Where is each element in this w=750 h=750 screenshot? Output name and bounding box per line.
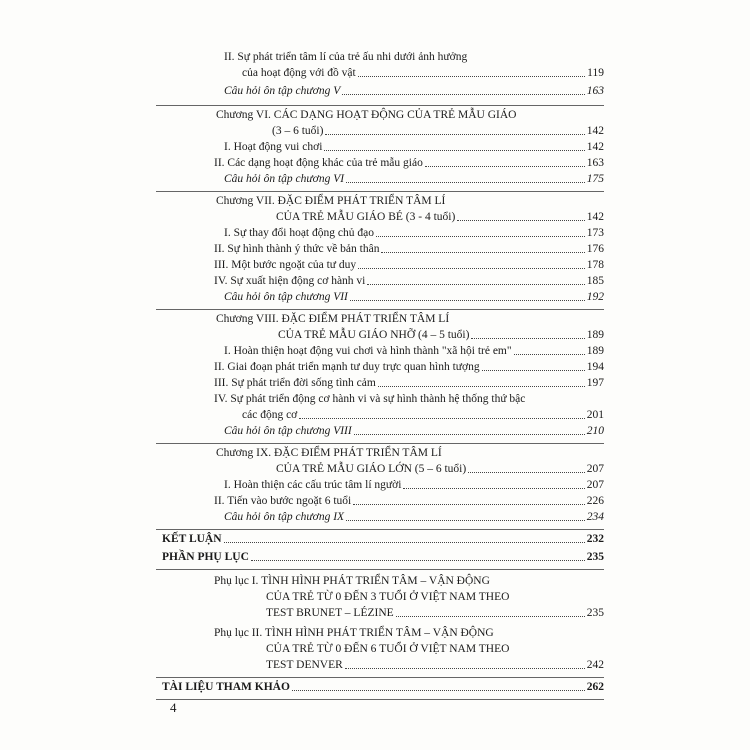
- toc-page-number: 119: [587, 67, 604, 79]
- toc-entry-text: I. Hoạt động vui chơi: [224, 141, 323, 153]
- divider: [156, 443, 604, 444]
- divider: [156, 191, 604, 192]
- toc-entry-text: I. Hoàn thiện hoạt động vui chơi và hình thành "xã hội trẻ em": [224, 345, 512, 357]
- toc-entry-text: Câu hỏi ôn tập chương VII: [224, 291, 348, 303]
- toc-page-number: 235: [586, 551, 604, 563]
- toc-entry: [276, 210, 604, 224]
- toc-page-number: 201: [586, 409, 604, 421]
- toc-page-number: 142: [586, 125, 604, 137]
- toc-entry: [224, 172, 604, 186]
- toc-entry: [224, 84, 604, 98]
- toc-entry-text: TEST BRUNET – LÉZINE: [266, 607, 394, 619]
- toc-page-number: 163: [586, 85, 604, 97]
- toc-entry-text: CỦA TRẺ TỪ 0 ĐẾN 3 TUỔI Ở VIỆT NAM THEO: [266, 591, 510, 603]
- toc-page-number: 192: [586, 291, 604, 303]
- toc-entry-text: PHẦN PHỤ LỤC: [162, 551, 249, 563]
- toc-entry-text: CỦA TRẺ MẪU GIÁO NHỠ (4 – 5 tuổi): [278, 329, 470, 341]
- divider: [156, 529, 604, 530]
- toc-entry: [276, 462, 604, 476]
- toc-chapter-title: Chương VI. CÁC DẠNG HOẠT ĐỘNG CỦA TRẺ MẪU GIÁO: [216, 109, 517, 121]
- toc-entry: [162, 680, 604, 694]
- toc-entry-text: Câu hỏi ôn tập chương VI: [224, 173, 345, 185]
- page-number: 4: [170, 700, 177, 715]
- toc-entry: [266, 606, 604, 620]
- toc-entry-text: (3 – 6 tuổi): [272, 125, 324, 137]
- toc-entry-text: II. Sự hình thành ý thức về bản thân: [214, 243, 380, 255]
- toc-entry-text: III. Một bước ngoặt của tư duy: [214, 259, 357, 271]
- toc-entry-text: II. Các dạng hoạt động khác của trẻ mẫu giáo: [214, 157, 423, 169]
- toc-page-number: 242: [586, 659, 604, 671]
- toc-entry-text: Câu hỏi ôn tập chương VIII: [224, 425, 352, 437]
- toc-entry: [224, 424, 604, 438]
- toc-entry: [214, 360, 604, 374]
- divider: [156, 569, 604, 570]
- toc-entry-text: I. Hoàn thiện các cấu trúc tâm lí người: [224, 479, 402, 491]
- toc-entry: [224, 478, 604, 492]
- toc-entry: [266, 658, 604, 672]
- toc-page-number: 185: [586, 275, 604, 287]
- toc-chapter-title: Chương VIII. ĐẶC ĐIỂM PHÁT TRIỂN TÂM LÍ: [216, 313, 450, 325]
- toc-entry: [242, 66, 604, 80]
- toc-chapter-title: Chương VII. ĐẶC ĐIỂM PHÁT TRIỂN TÂM LÍ: [216, 195, 446, 207]
- toc-entry: [224, 510, 604, 524]
- toc-chapter-title: Chương IX. ĐẶC ĐIỂM PHÁT TRIỂN TÂM LÍ: [216, 447, 442, 459]
- toc-entry-text: TEST DENVER: [266, 659, 343, 671]
- toc-page-number: 163: [586, 157, 604, 169]
- toc-entry-text: II. Sự phát triển tâm lí của trẻ ấu nhi dưới ảnh hưởng: [224, 51, 468, 63]
- toc-page-number: 207: [586, 479, 604, 491]
- toc-entry-text: Câu hỏi ôn tập chương V: [224, 85, 341, 97]
- toc-entry: [272, 124, 604, 138]
- toc-entry-text: CỦA TRẺ TỪ 0 ĐẾN 6 TUỔI Ở VIỆT NAM THEO: [266, 643, 510, 655]
- toc-entry: [214, 274, 604, 288]
- toc-entry-text: của hoạt động với đồ vật: [242, 67, 356, 79]
- toc-page-number: 262: [586, 681, 604, 693]
- toc-entry: [214, 258, 604, 272]
- toc-entry-text: TÀI LIỆU THAM KHẢO: [162, 681, 290, 693]
- toc-entry: [214, 376, 604, 390]
- toc-page-number: 226: [586, 495, 604, 507]
- toc-entry: [242, 408, 604, 422]
- toc-entry: [224, 140, 604, 154]
- toc-entry: [224, 290, 604, 304]
- toc-entry-text: các động cơ: [242, 409, 298, 421]
- toc-entry-text: Câu hỏi ôn tập chương IX: [224, 511, 345, 523]
- toc-page-number: 207: [586, 463, 604, 475]
- toc-entry: [162, 532, 604, 546]
- toc-entry-text: CỦA TRẺ MẪU GIÁO LỚN (5 – 6 tuổi): [276, 463, 467, 475]
- toc-entry-text: IV. Sự xuất hiện động cơ hành vi: [214, 275, 366, 287]
- toc-entry-text: III. Sự phát triển đời sống tình cảm: [214, 377, 376, 389]
- toc-page-number: 194: [586, 361, 604, 373]
- toc-entry: [214, 242, 604, 256]
- divider: [156, 309, 604, 310]
- toc-entry: [162, 550, 604, 564]
- toc-entry: [224, 226, 604, 240]
- toc-entry: [214, 494, 604, 508]
- toc-page-number: 142: [586, 211, 604, 223]
- toc-page-number: 173: [586, 227, 604, 239]
- toc-page-number: 234: [586, 511, 604, 523]
- toc-entry: [278, 328, 604, 342]
- toc-entry-text: CỦA TRẺ MẪU GIÁO BÉ (3 - 4 tuổi): [276, 211, 456, 223]
- toc-entry-text: II. Giai đoạn phát triển mạnh tư duy trực quan hình tượng: [214, 361, 480, 373]
- toc-entry: [214, 156, 604, 170]
- toc-page-number: 189: [586, 329, 604, 341]
- toc-page-number: 210: [586, 425, 604, 437]
- toc-page-number: 232: [586, 533, 604, 545]
- toc-page-number: 235: [586, 607, 604, 619]
- toc-page-number: 178: [586, 259, 604, 271]
- toc-entry-text: II. Tiến vào bước ngoặt 6 tuổi: [214, 495, 352, 507]
- toc-page-number: 189: [586, 345, 604, 357]
- toc-appendix-title: Phụ lục II. TÌNH HÌNH PHÁT TRIỂN TÂM – VẬN ĐỘNG: [214, 627, 494, 639]
- toc-appendix-title: Phụ lục I. TÌNH HÌNH PHÁT TRIỂN TÂM – VẬN ĐỘNG: [214, 575, 490, 587]
- toc-page-number: 142: [586, 141, 604, 153]
- divider: [156, 677, 604, 678]
- divider: [156, 105, 604, 106]
- toc-page-number: 176: [586, 243, 604, 255]
- toc-entry-text: KẾT LUẬN: [162, 533, 222, 545]
- toc-page-number: 197: [586, 377, 604, 389]
- toc-entry-text: I. Sự thay đổi hoạt động chủ đạo: [224, 227, 374, 239]
- toc-entry-text: IV. Sự phát triển động cơ hành vi và sự hình thành hệ thống thứ bậc: [214, 393, 526, 405]
- toc-page-number: 175: [586, 173, 604, 185]
- divider: [156, 699, 604, 700]
- toc-entry: [224, 344, 604, 358]
